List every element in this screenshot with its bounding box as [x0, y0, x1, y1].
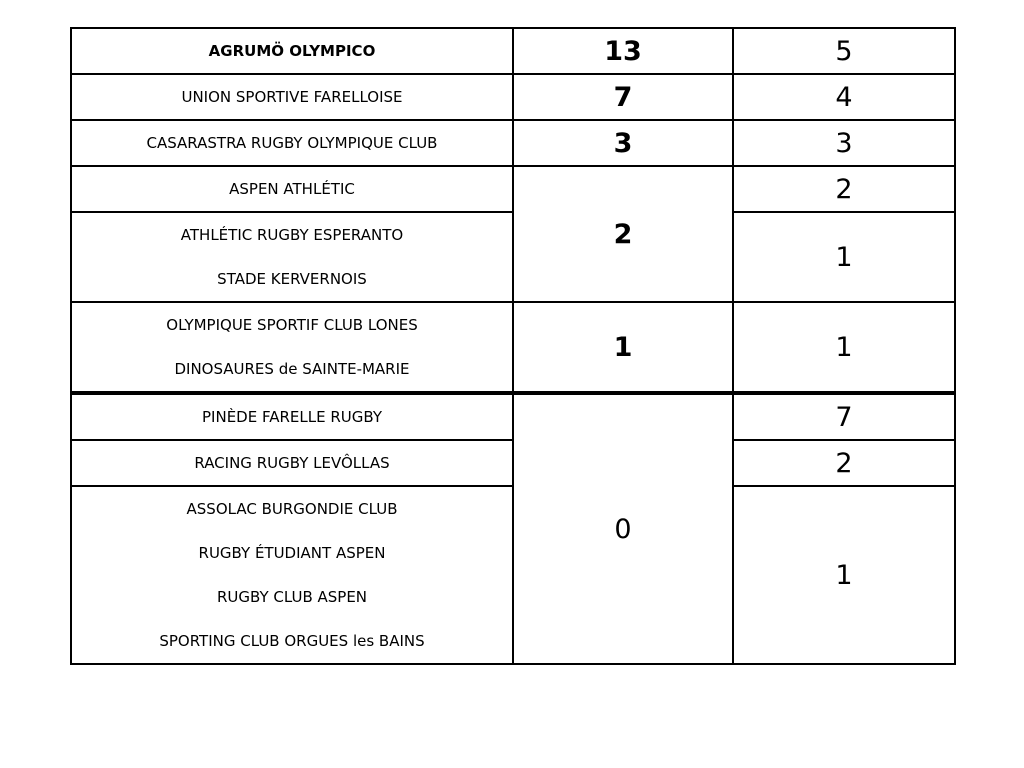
team-name: CASARASTRA RUGBY OLYMPIQUE CLUB: [71, 120, 513, 166]
wins-value: 7: [513, 74, 733, 120]
table-row: [71, 393, 955, 440]
team-name: RACING RUGBY LEVÔLLAS: [71, 440, 513, 486]
team-name: RUGBY ÉTUDIANT ASPEN: [71, 531, 513, 575]
team-name: UNION SPORTIVE FARELLOISE: [71, 74, 513, 120]
team-name: RUGBY CLUB ASPEN: [71, 575, 513, 619]
wins-value: 3: [513, 120, 733, 166]
team-name: ASSOLAC BURGONDIE CLUB: [71, 486, 513, 531]
wins-value: 1: [513, 302, 733, 393]
wins-value: 2: [513, 166, 733, 302]
wins-value: 13: [513, 28, 733, 74]
team-name: DINOSAURES de SAINTE-MARIE: [71, 347, 513, 393]
team-name: AGRUMÖ OLYMPICO: [71, 28, 513, 74]
team-name: ASPEN ATHLÉTIC: [71, 166, 513, 212]
count-value: 1: [733, 486, 955, 664]
team-name: OLYMPIQUE SPORTIF CLUB LONES: [71, 302, 513, 347]
table-row: [71, 120, 955, 166]
count-value: 7: [733, 393, 955, 440]
table-row: [71, 74, 955, 120]
team-name: ATHLÉTIC RUGBY ESPERANTO: [71, 212, 513, 257]
standings-table: [70, 27, 956, 665]
count-value: 5: [733, 28, 955, 74]
count-value: 3: [733, 120, 955, 166]
team-name: PINÈDE FARELLE RUGBY: [71, 393, 513, 440]
wins-value: 0: [513, 393, 733, 664]
team-name: SPORTING CLUB ORGUES les BAINS: [71, 619, 513, 664]
count-value: 2: [733, 440, 955, 486]
table-row: [71, 28, 955, 74]
team-name: STADE KERVERNOIS: [71, 257, 513, 302]
table-row: [71, 166, 955, 212]
table-row: [71, 302, 955, 347]
count-value: 1: [733, 302, 955, 393]
count-value: 2: [733, 166, 955, 212]
count-value: 4: [733, 74, 955, 120]
count-value: 1: [733, 212, 955, 302]
